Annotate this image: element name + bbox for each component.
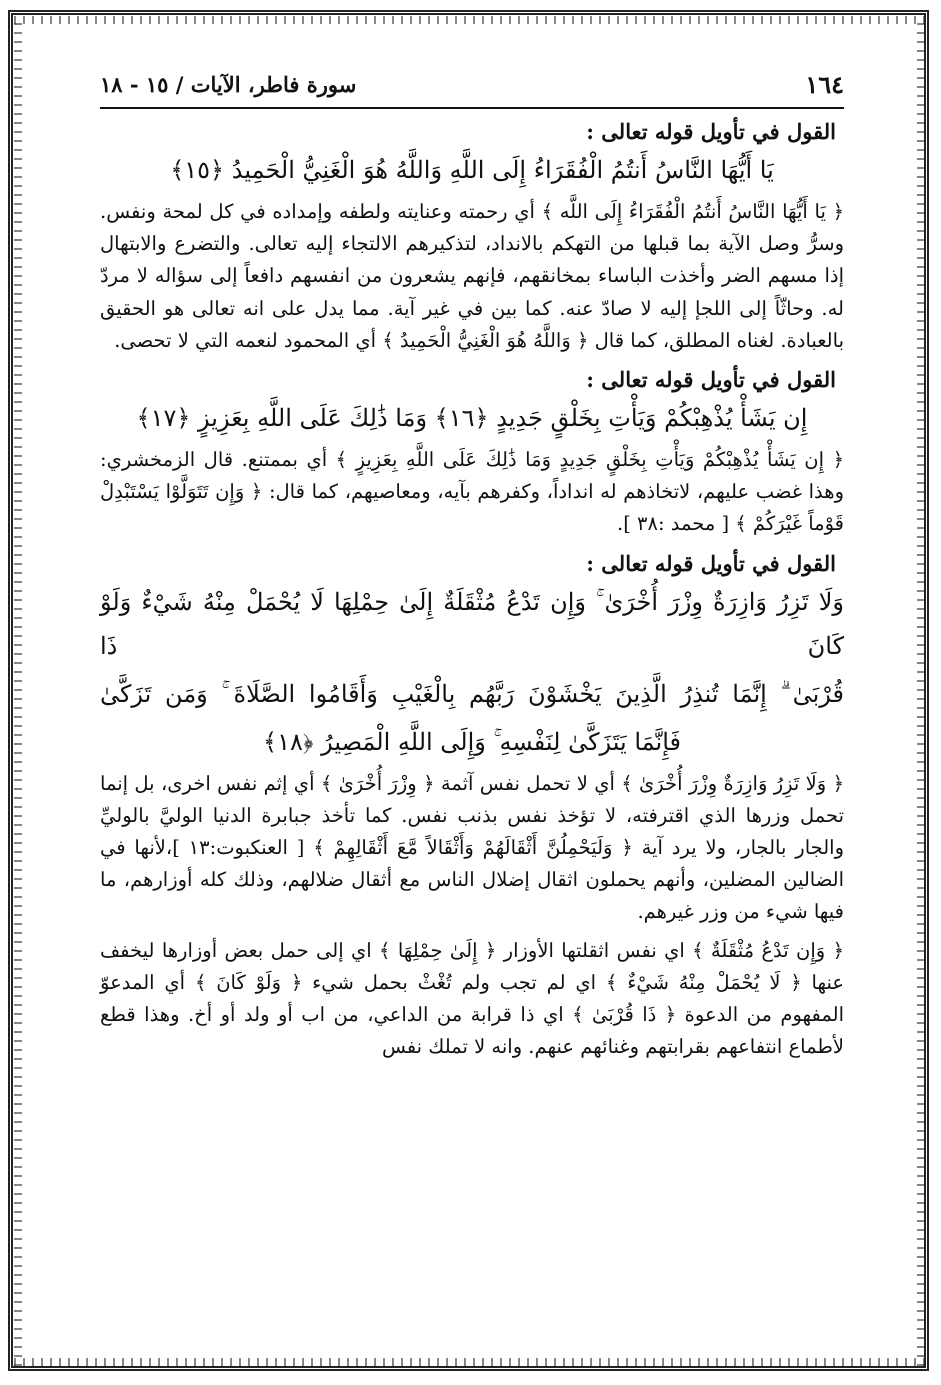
running-header	[100, 70, 844, 109]
quran-verse-line: وَلَا تَزِرُ وَازِرَةٌ وِزْرَ أُخْرَىٰ ۚ وَإِن تَدْعُ مُثْقَلَةٌ إِلَىٰ حِمْلِهَا لَا يُحْمَلْ مِنْهُ شَيْءٌ وَلَوْ كَانَ ذَا	[100, 587, 844, 660]
page-content	[100, 70, 844, 1063]
section-heading: القول في تأويل قوله تعالى :	[586, 119, 836, 144]
quran-verse: إِن يَشَأْ يُذْهِبْكُمْ وَيَأْتِ بِخَلْقٍ جَدِيدٍ ﴿١٦﴾ وَمَا ذَٰلِكَ عَلَى اللَّهِ بِعَزِيزٍ ﴿١٧﴾	[136, 404, 808, 433]
section-3	[100, 551, 844, 1064]
quran-verse: يَا أَيُّهَا النَّاسُ أَنتُمُ الْفُقَرَاءُ إِلَى اللَّهِ وَاللَّهُ هُوَ الْغَنِيُّ الْحَمِيدُ ﴿١٥﴾	[170, 156, 774, 184]
surah-title: سورة فاطر، الآيات / ١٥ - ١٨	[100, 72, 357, 97]
quran-verse-line: قُرْبَىٰ ۗ إِنَّمَا تُنذِرُ الَّذِينَ يَخْشَوْنَ رَبَّهُم بِالْغَيْبِ وَأَقَامُوا الصَّلَاةَ ۚ وَمَن تَزَكَّىٰ	[100, 679, 844, 708]
section-1	[100, 119, 844, 357]
quran-verse-line: فَإِنَّمَا يَتَزَكَّىٰ لِنَفْسِهِ ۚ وَإِلَى اللَّهِ الْمَصِيرُ ﴿١٨﴾	[263, 727, 681, 756]
commentary-paragraph: ﴿ إِن يَشَأْ يُذْهِبْكُمْ وَيَأْتِ بِخَلْقٍ جَدِيدٍ وَمَا ذَٰلِكَ عَلَى اللَّهِ بِعَزِيزٍ ﴾ أي بممتنع. قال الزمخشري: وهذا غضب عليهم، لاتخاذهم له انداداً، وكفرهم بآيه، ومعاصيهم، كما قال: ﴿ وَإِن تَتَوَلَّوْا يَسْتَبْدِلْ قَوْماً غَيْرَكُمْ ﴾ [ محمد :٣٨ ].	[100, 448, 844, 536]
section-2	[100, 367, 844, 541]
commentary-paragraph: ﴿ وَلَا تَزِرُ وَازِرَةٌ وِزْرَ أُخْرَىٰ ﴾ أي لا تحمل نفس آثمة ﴿ وِزْرَ أُخْرَىٰ ﴾ أي إثم نفس اخرى، بل إنما تحمل وزرها الذي اقترفته، لا تؤخذ نفس بذنب نفس. كما تأخذ جبابرة الدنيا الوليَّ بالوليِّ والجار بالجار، ولا يرد آية ﴿ وَلَيَحْمِلُنَّ أَثْقَالَهُمْ وَأَثْقَالاً مَّعَ أَثْقَالِهِمْ ﴾ [ العنكبوت:١٣ ]،لأنها في الضالين المضلين، وأنهم يحملون اثقال إضلال الناس مع أثقال ضلالهم، وذلك كله أوزارهم، ما فيها شيء من وزر غيرهم.	[100, 771, 844, 924]
commentary-paragraph: ﴿ وَإِن تَدْعُ مُثْقَلَةٌ ﴾ اي نفس اثقلتها الأوزار ﴿ إِلَىٰ حِمْلِهَا ﴾ اي إلى حمل بعض أوزارها ليخفف عنها ﴿ لَا يُحْمَلْ مِنْهُ شَيْءٌ ﴾ اي لم تجب ولم تُغْثْ بحمل شيء ﴿ وَلَوْ كَانَ ﴾ أي المدعوّ المفهوم من الدعوة ﴿ ذَا قُرْبَىٰ ﴾ اي ذا قرابة من الداعي، من اب أو ولد أو أخ. وهذا قطع لأطماع انتفاعهم بقرابتهم وغنائهم عنهم. وانه لا تملك نفس	[100, 938, 844, 1059]
section-heading: القول في تأويل قوله تعالى :	[586, 367, 836, 393]
section-heading: القول في تأويل قوله تعالى :	[586, 550, 836, 576]
page-number: ١٦٤	[805, 70, 844, 99]
commentary-paragraph: ﴿ يَا أَيُّهَا النَّاسُ أَنتُمُ الْفُقَرَاءُ إِلَى اللَّه ﴾ أي رحمته وعنايته ولطفه وإمداده في كل لمحة ونفس. وسرُّ وصل الآية بما قبلها من التهكم بالانداد، لتذكيرهم الالتجاء إليه تعالى. والتضرع والابتهال إذا مسهم الضر وأخذت الباساء بمخانقهم، فإنهم يشعرون من انفسهم دافعاً إلى سؤاله لا مردّ له. وحاثّاً إلى اللجإ إليه لا صادّ عنه. كما بين في غير آية. مما يدل على انه تعالى هو الحقيق بالعبادة. لغناه المطلق، كما قال ﴿ وَاللَّهُ هُوَ الْغَنِيُّ الْحَمِيدُ ﴾ أي المحمود لنعمه التي لا تحصى.	[100, 200, 844, 352]
